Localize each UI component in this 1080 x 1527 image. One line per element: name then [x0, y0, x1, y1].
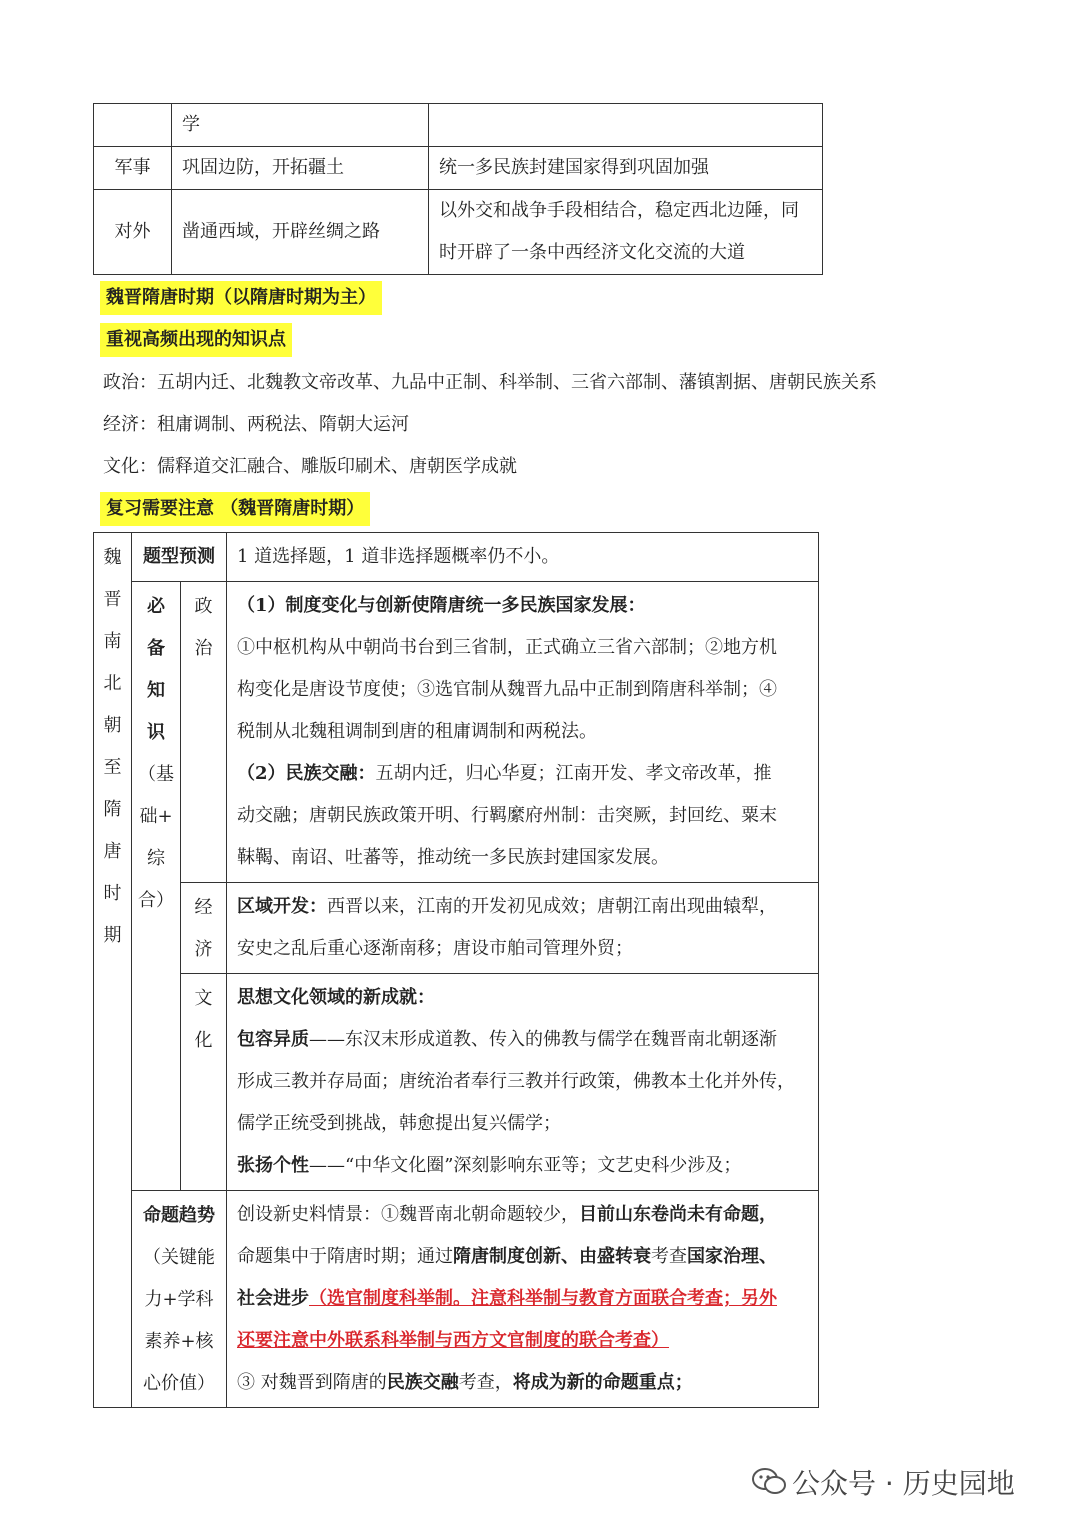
- point-culture: 文化：儒释道交汇融合、雕版印刷术、唐朝医学成就: [103, 456, 517, 477]
- table-row: [94, 533, 819, 582]
- table-cell: [94, 104, 172, 147]
- table-row: [94, 190, 823, 275]
- main-table: [93, 532, 819, 1408]
- table-row: [94, 147, 823, 190]
- table-cell: 统一多民族封建国家得到巩固加强: [429, 147, 823, 190]
- table-row: [94, 1191, 819, 1408]
- table-cell: 学: [172, 104, 429, 147]
- table-cell: 军事: [94, 147, 172, 190]
- table-cell: 凿通西域，开辟丝绸之路: [172, 190, 429, 275]
- culture-content: 思想文化领域的新成就： 包容异质——东汉末形成道教、传入的佛教与儒学在魏晋南北朝逐渐 形成三教并存局面；唐统治者奉行三教并行政策，佛教本土化并外传， 儒学正统受到挑战，韩愈提出复兴儒学； 张扬个性——“中华文化圈”深刻影响东亚等；文艺史科少涉及；: [227, 974, 819, 1191]
- section-heading: 复习需要注意 （魏晋隋唐时期）: [100, 492, 370, 526]
- table-cell: [429, 104, 823, 147]
- table-cell: 对外: [94, 190, 172, 275]
- cell-line: 时开辟了一条中西经济文化交流的大道: [439, 242, 745, 263]
- politics-content: （1）制度变化与创新使隋唐统一多民族国家发展： ①中枢机构从中朝尚书台到三省制，正式确立三省六部制；②地方机 构变化是唐设节度使；③选官制从魏晋九品中正制到隋唐科举制；④ 税制从北魏租调制到唐的租庸调制和两税法。 （2）民族交融：五胡内迁，归心华夏；江南开发、孝文帝改革，推 动交融；唐朝民族政策开明、行羁縻府州制：击突厥，封回纥、粟末 靺鞨、南诏、吐蕃等，推动统一多民族封建国家发展。: [227, 582, 819, 883]
- table-row: [94, 974, 819, 1191]
- trend-label: 命题趋势 （关键能 力+学科 素养+核 心价值）: [132, 1191, 227, 1408]
- section-heading: 重视高频出现的知识点: [100, 323, 292, 357]
- economy-content: 区域开发：西晋以来，江南的开发初见成效；唐朝江南出现曲辕犁， 安史之乱后重心逐渐南移；唐设市舶司管理外贸；: [227, 883, 819, 974]
- period-cell: 魏 晋 南 北 朝 至 隋 唐 时 期: [94, 533, 132, 1408]
- table-cell: 巩固边防，开拓疆土: [172, 147, 429, 190]
- table-row: [94, 582, 819, 883]
- table-cell: [429, 190, 823, 275]
- type-label: 题型预测: [132, 533, 227, 582]
- table-row: [94, 104, 823, 147]
- politics-label: 政 治: [181, 582, 227, 883]
- trend-content: 创设新史料情景：①魏晋南北朝命题较少，目前山东卷尚未有命题， 命题集中于隋唐时期；通过隋唐制度创新、由盛转衰考查国家治理、 社会进步（选官制度科举制。注意科举制与教育方面联合考查；另外 还要注意中外联系科举制与西方文官制度的联合考查） ③ 对魏晋到隋唐的民族交融考查，将成为新的命题重点；: [227, 1191, 819, 1408]
- watermark: 公众号 · 历史园地: [752, 1462, 1015, 1502]
- type-value: 1 道选择题，1 道非选择题概率仍不小。: [227, 533, 819, 582]
- point-economy: 经济：租庸调制、两税法、隋朝大运河: [103, 414, 409, 435]
- knowledge-cell: 必 备 知 识 （基 础+ 综 合）: [132, 582, 181, 1191]
- point-politics: 政治：五胡内迁、北魏教文帝改革、九品中正制、科举制、三省六部制、藩镇割据、唐朝民族关系: [103, 372, 877, 393]
- cell-line: 以外交和战争手段相结合，稳定西北边陲，同: [439, 200, 799, 221]
- wechat-icon: [752, 1467, 786, 1497]
- table-row: [94, 883, 819, 974]
- section-heading: 魏晋隋唐时期（以隋唐时期为主）: [100, 281, 382, 315]
- culture-label: 文 化: [181, 974, 227, 1191]
- top-table: [93, 103, 823, 275]
- economy-label: 经 济: [181, 883, 227, 974]
